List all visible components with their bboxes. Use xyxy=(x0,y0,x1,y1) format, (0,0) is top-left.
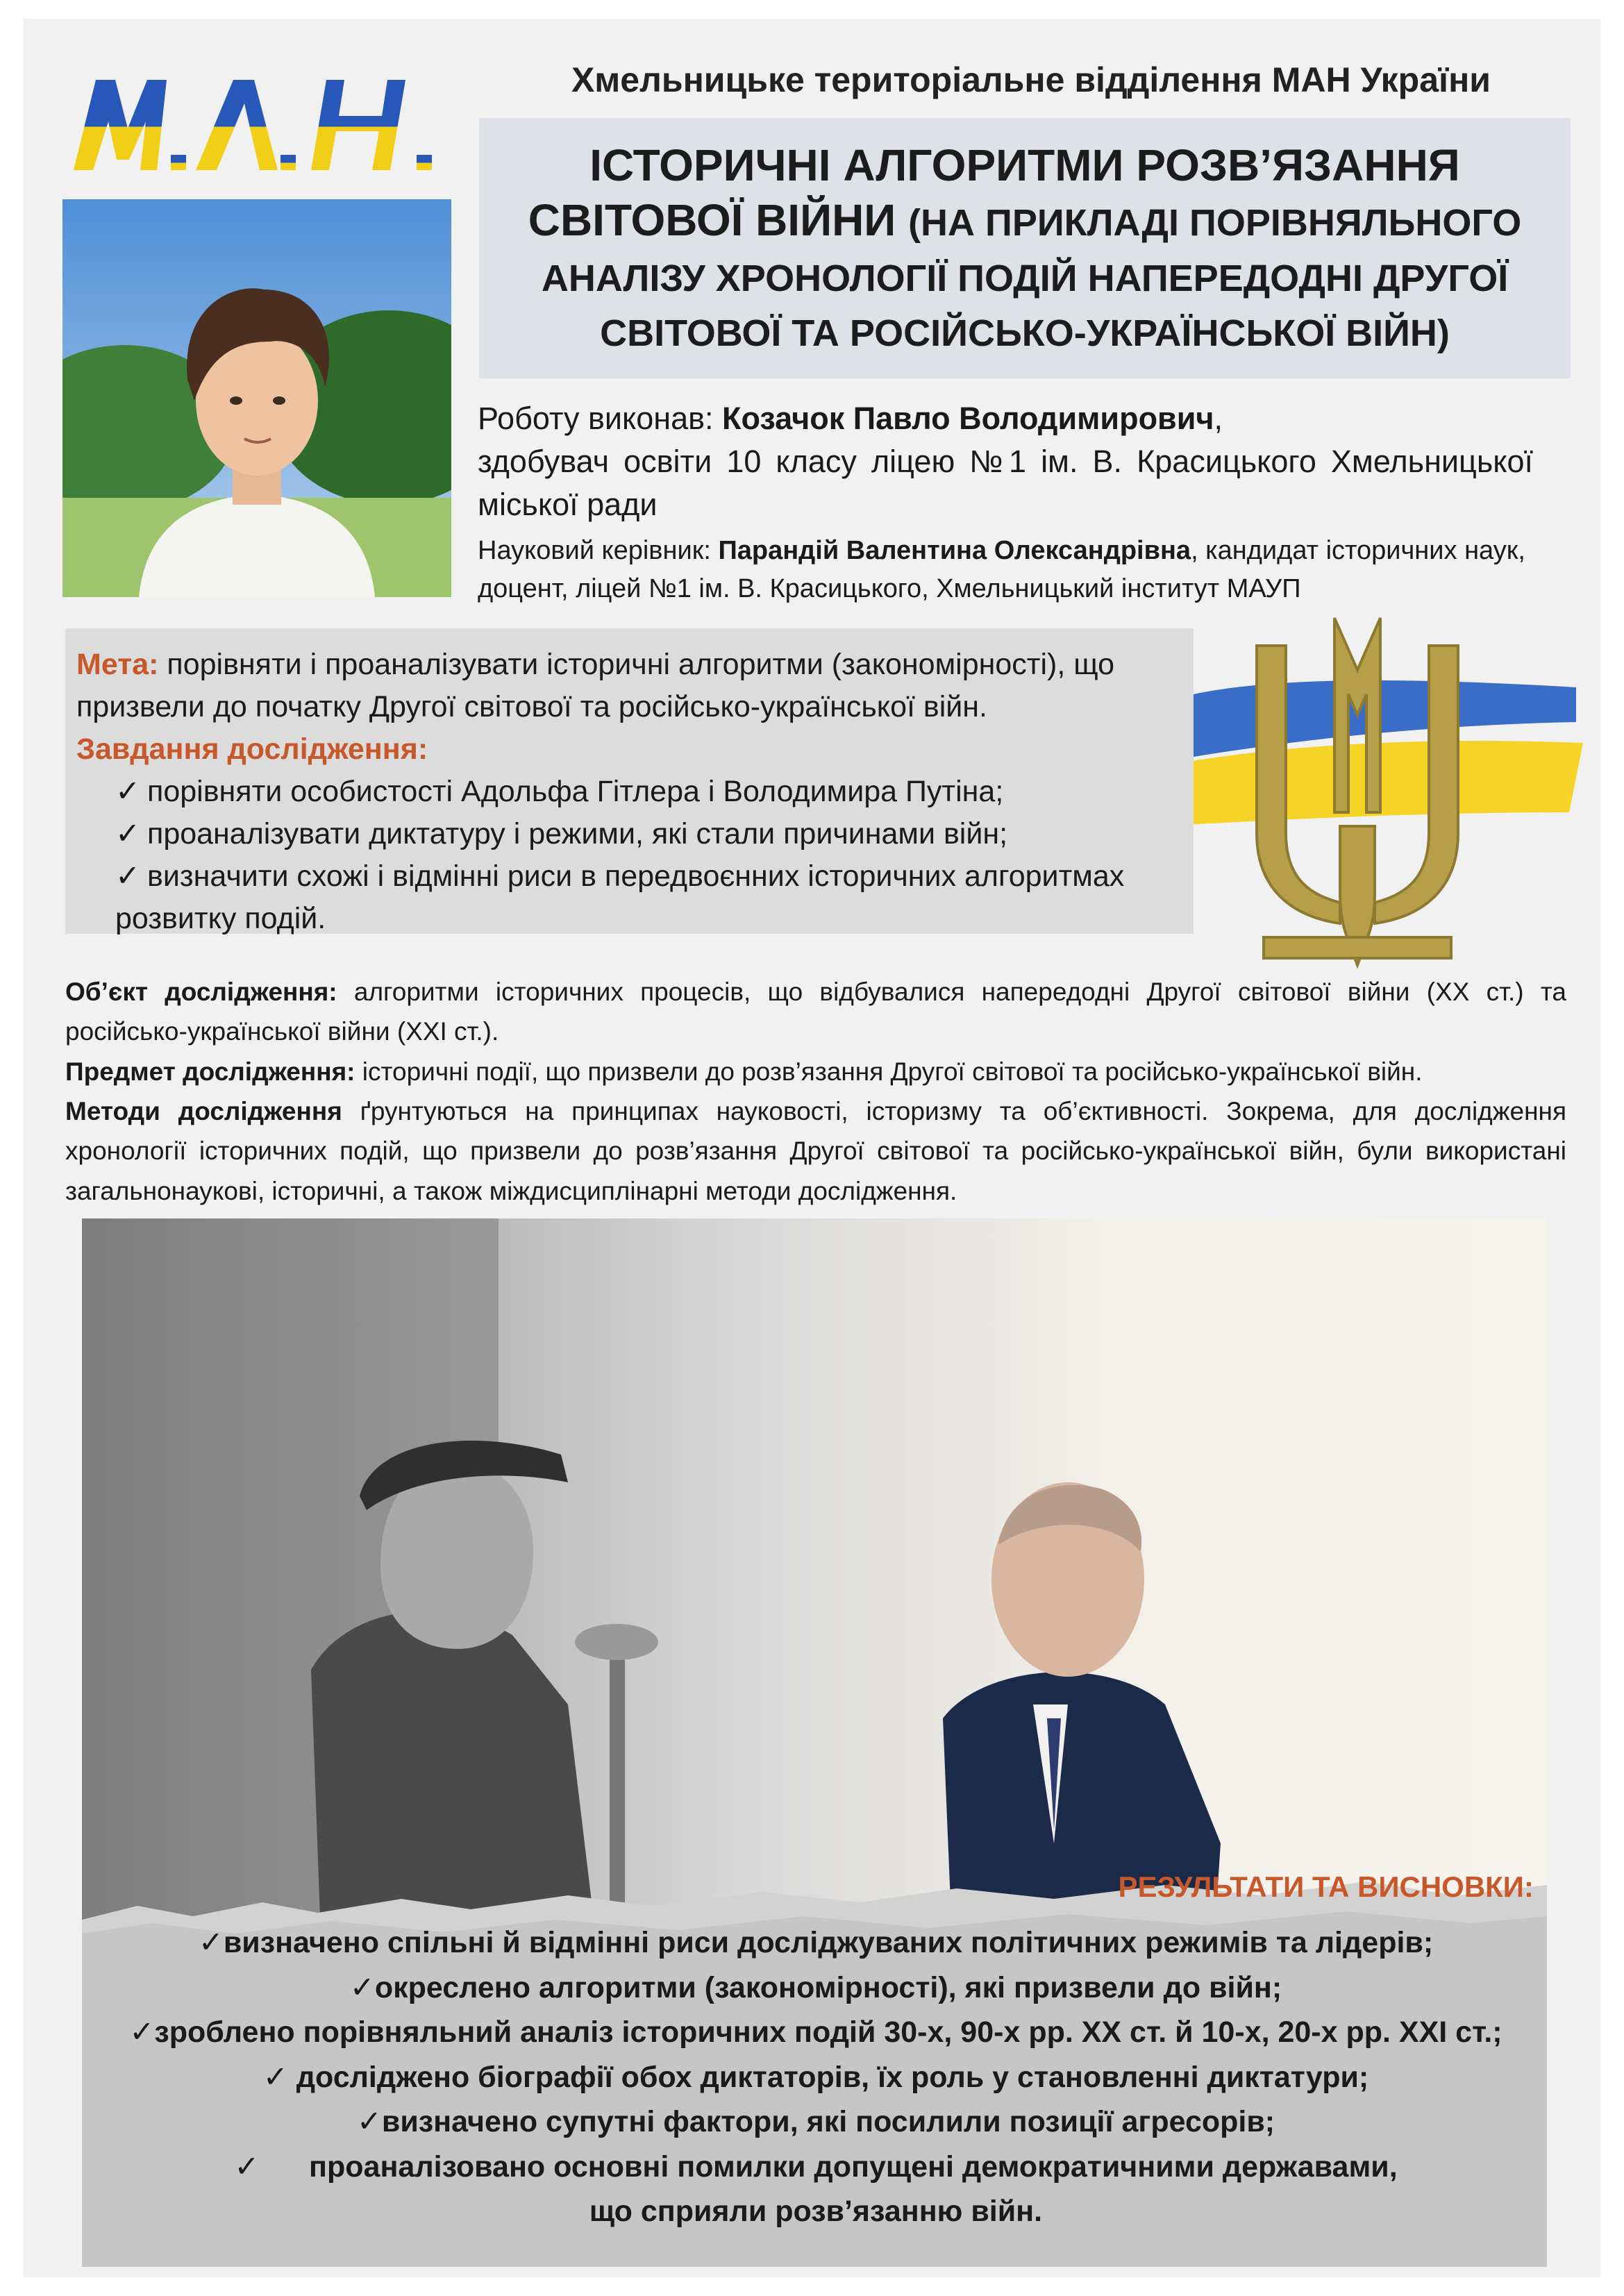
research-methods-text: ґрунтуються на принципах науковості, історизму та об’єктивності. Зокрема, для дослідження хронології історичних подій, що призвели до розв’язання Другої світової та російсько-української війн, були використані загальнонаукові, історичні, а також міждисциплінарні методи дослідження. xyxy=(65,1097,1566,1205)
supervisor-prefix: Науковий керівник: xyxy=(478,536,719,566)
author-line xyxy=(478,397,1533,440)
author-name-suffix: , xyxy=(1214,401,1223,436)
result-item: ✓ досліджено біографії обох диктаторів, їх роль у становленні диктатури; xyxy=(262,2060,1369,2094)
trident-emblem xyxy=(1132,604,1583,993)
research-methods xyxy=(65,1091,1566,1211)
result-item: ✓визначено спільні й відмінні риси досліджуваних політичних режимів та лідерів; xyxy=(198,1926,1434,1959)
research-methods-label: Методи дослідження xyxy=(65,1097,342,1126)
task-text: визначити схожі і відмінні риси в передвоєнних історичних алгоритмах розвитку подій. xyxy=(115,860,1125,936)
poster-title xyxy=(479,138,1571,358)
tasks-label: Завдання дослідження: xyxy=(76,732,428,766)
result-item: що сприяли розв’язанню війн. xyxy=(589,2195,1043,2228)
man-logo-graphic xyxy=(69,73,458,177)
poster-title-main: ІСТОРИЧНІ АЛГОРИТМИ РОЗВ’ЯЗАННЯ СВІТОВОЇ ВІЙНИ xyxy=(528,140,1460,246)
task-item xyxy=(76,771,1180,813)
task-text: порівняти особистості Адольфа Гітлера і Володимира Путіна; xyxy=(147,775,1004,809)
research-object xyxy=(65,972,1566,1052)
task-text: проаналізувати диктатуру і режими, які стали причинами війн; xyxy=(147,817,1008,851)
research-subject-label: Предмет дослідження: xyxy=(65,1057,355,1086)
results-list xyxy=(83,1920,1548,2234)
poster-title-sub: (НА ПРИКЛАДІ ПОРІВНЯЛЬНОГО АНАЛІЗУ ХРОНОЛОГІЇ ПОДІЙ НАПЕРЕДОДНІ ДРУГОЇ СВІТОВОЇ ТА РОСІЙСЬКО-УКРАЇНСЬКОЇ ВІЙН) xyxy=(541,202,1522,354)
goal-text: порівняти і проаналізувати історичні алгоритми (закономірності), що призвели до початку Другої світової та російсько-української війн. xyxy=(76,648,1115,724)
research-object-text: алгоритми історичних процесів, що відбувалися напередодні Другої світової війни (ХХ ст.) та російсько-української війни (ХХІ ст.). xyxy=(65,978,1566,1046)
department-heading: Хмельницьке територіальне відділення МАН України xyxy=(571,60,1491,99)
trident-emblem-graphic xyxy=(1132,604,1583,993)
task-item xyxy=(76,813,1180,855)
research-subject-text: історичні події, що призвели до розв’язання Другої світової та російсько-української війн. xyxy=(355,1057,1423,1086)
author-portrait xyxy=(62,199,451,597)
supervisor-name: Парандій Валентина Олександрівна xyxy=(718,536,1191,566)
goal-box xyxy=(65,628,1194,934)
author-prefix: Роботу виконав: xyxy=(478,401,723,436)
check-icon: ✓ xyxy=(115,816,141,852)
supervisor-details: , кандидат історичних наук, доцент, ліцей №1 ім. В. Красицького, Хмельницький інститут МАУП xyxy=(478,536,1525,604)
results-title: РЕЗУЛЬТАТИ ТА ВИСНОВКИ: xyxy=(1118,1870,1534,1903)
result-item: ✓визначено супутні фактори, які посилили позиції агресорів; xyxy=(356,2105,1275,2138)
research-description xyxy=(65,972,1566,1211)
poster-title-box xyxy=(479,118,1571,378)
author-info xyxy=(478,397,1533,608)
result-item: ✓ проаналізовано основні помилки допущені демократичними державами, xyxy=(234,2150,1398,2184)
check-icon: ✓ xyxy=(115,859,141,894)
author-name: Козачок Павло Володимирович xyxy=(722,401,1214,436)
task-item xyxy=(76,855,1180,940)
author-portrait-image xyxy=(62,199,451,597)
man-logo xyxy=(69,73,458,177)
author-education: здобувач освіти 10 класу ліцею №1 ім. В. Красицького Хмельницької міської ради xyxy=(478,444,1533,523)
research-object-label: Об’єкт дослідження: xyxy=(65,978,337,1006)
research-subject xyxy=(65,1052,1566,1091)
result-item: ✓зроблено порівняльний аналіз історичних подій 30-х, 90-х рр. ХХ ст. й 10-х, 20-х рр. ХХІ ст.; xyxy=(129,2016,1502,2049)
result-item: ✓окреслено алгоритми (закономірності), які призвели до війн; xyxy=(349,1970,1282,2004)
goal-paragraph xyxy=(76,644,1180,728)
supervisor-line xyxy=(478,532,1533,608)
goal-label: Мета: xyxy=(76,648,159,681)
check-icon: ✓ xyxy=(115,774,141,810)
